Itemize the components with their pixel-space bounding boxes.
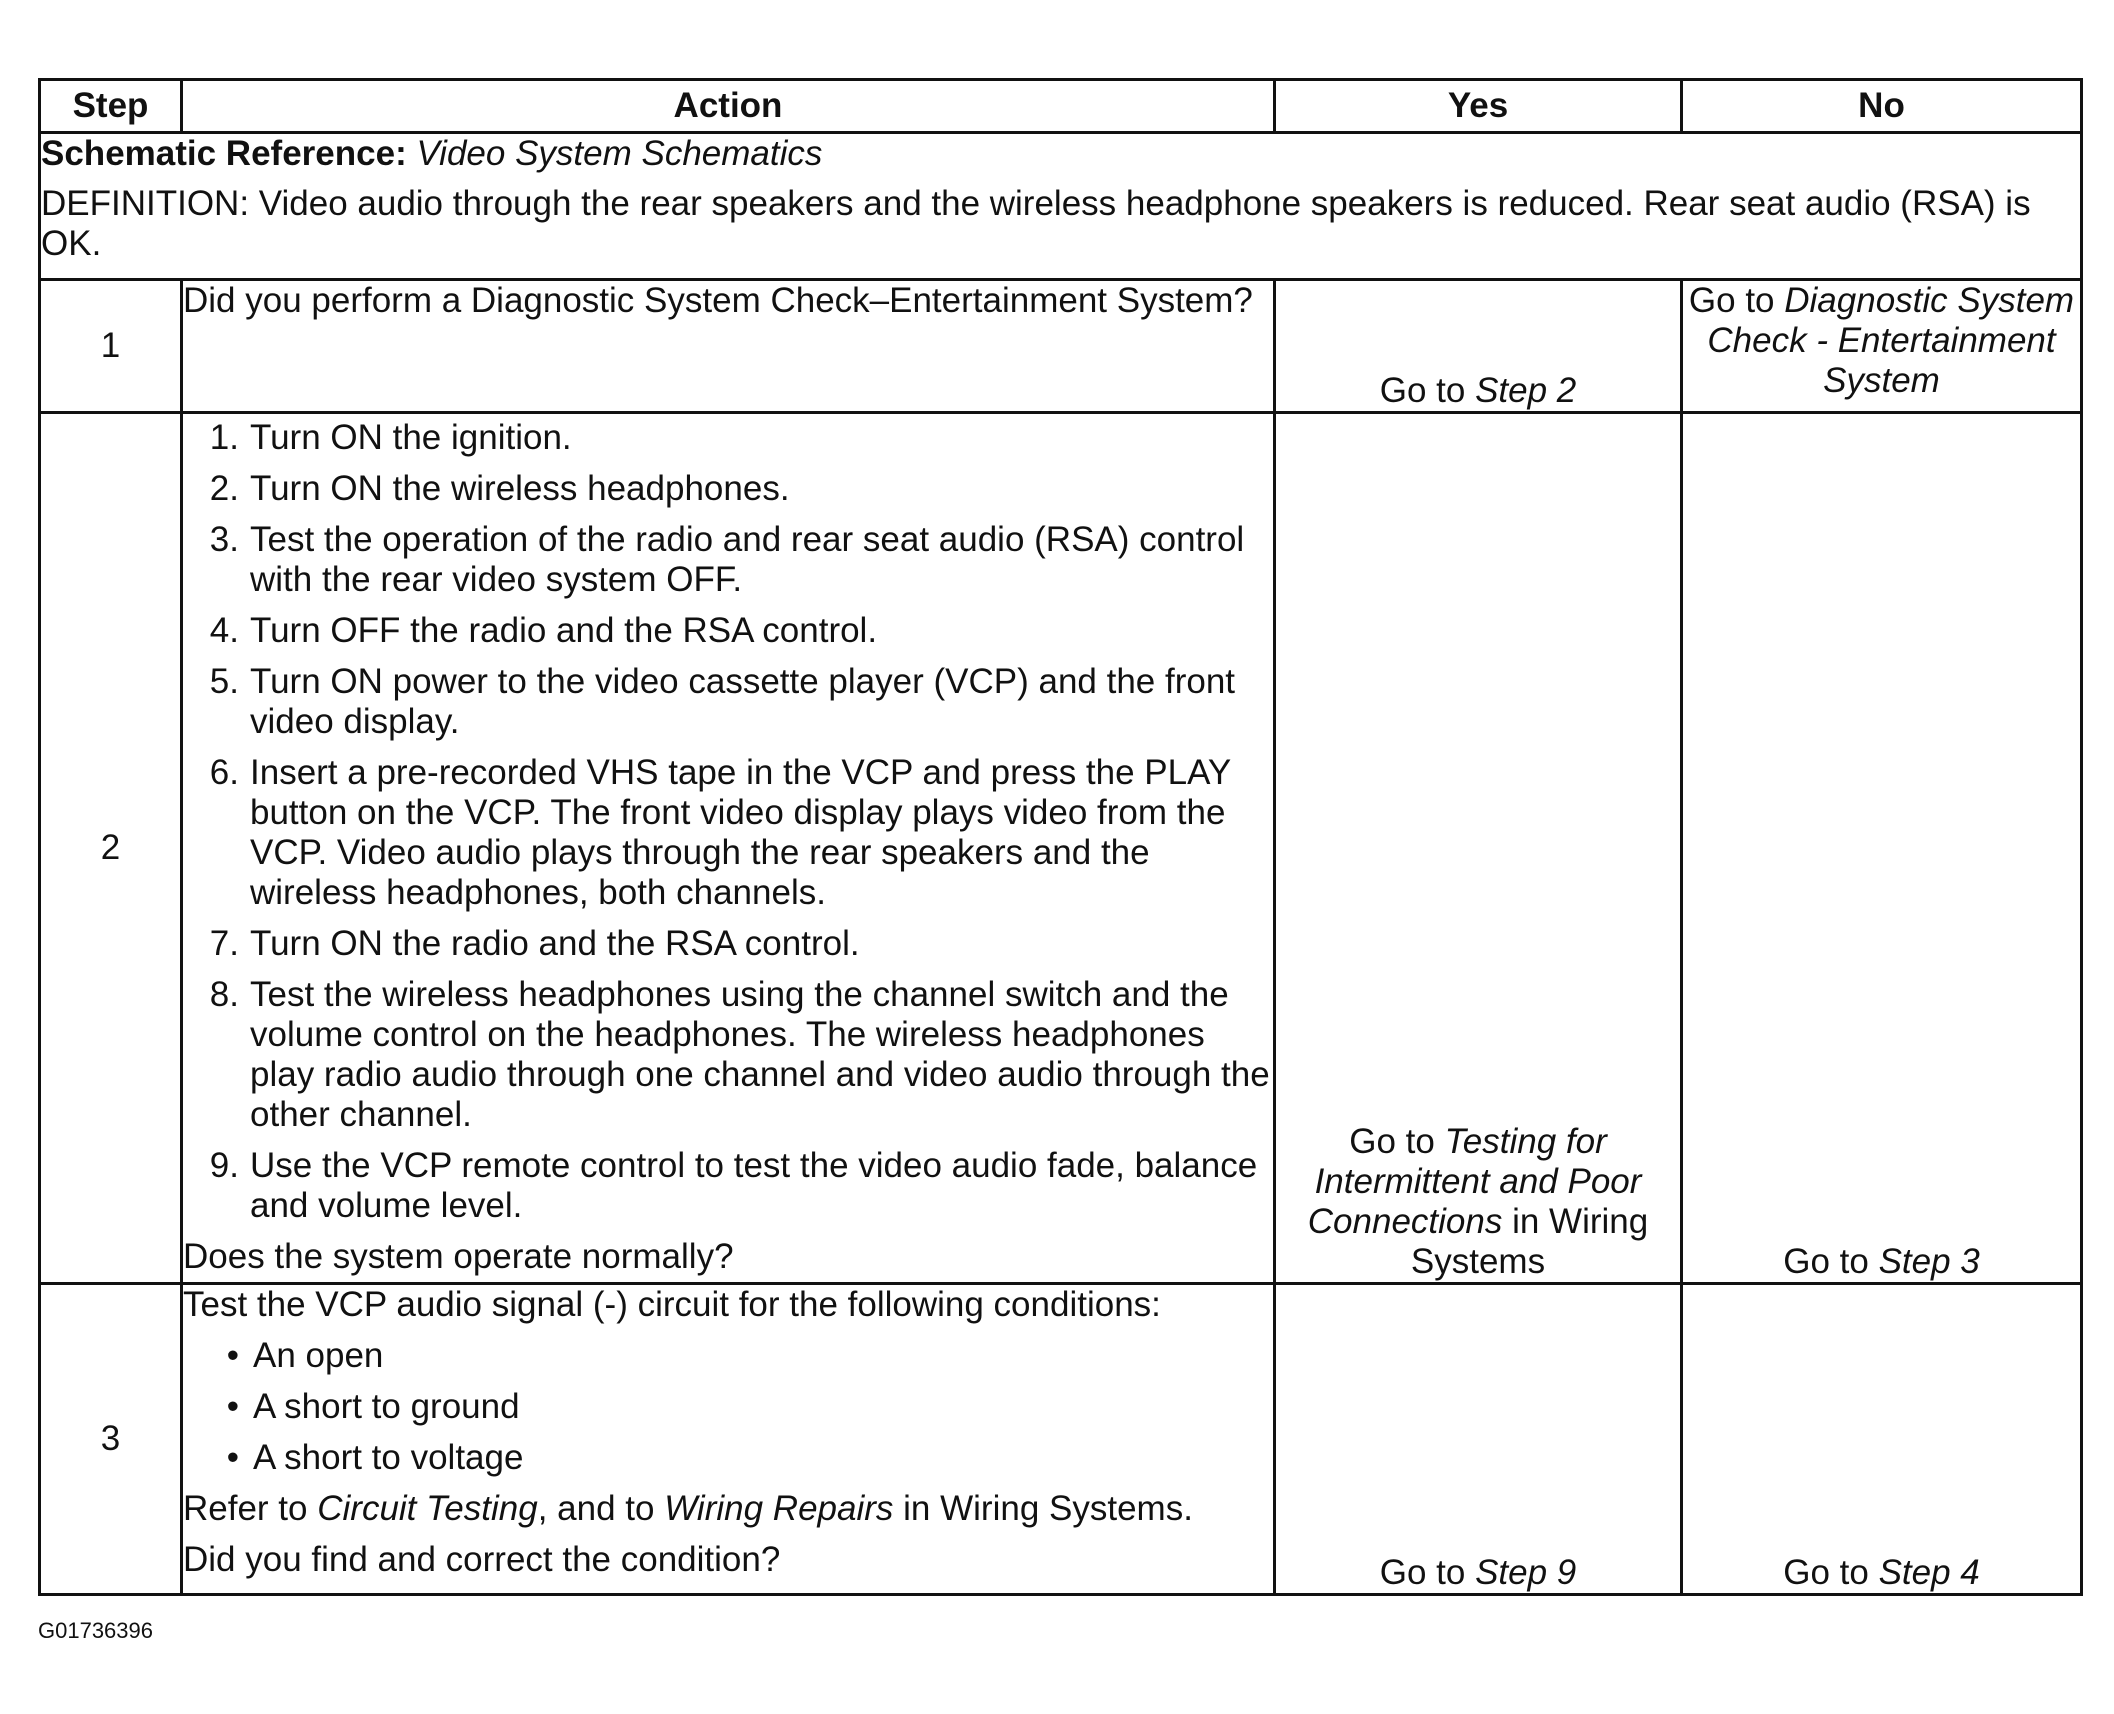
- wiring-repairs-link[interactable]: Wiring Repairs: [664, 1489, 894, 1528]
- no-prefix: Go to: [1688, 281, 1775, 320]
- step-row-3: [40, 1284, 2082, 1595]
- list-item: 5. Turn ON power to the video cassette player (VCP) and the front video display.: [209, 662, 1236, 741]
- refer-text: Refer to Circuit Testing, and to Wiring Repairs in Wiring Systems.: [183, 1489, 1193, 1528]
- list-item: 8. Test the wireless headphones using the channel switch and the volume control on the headphones. The wireless headphones play radio audio through one channel and video audio through the other channel.: [209, 975, 1270, 1134]
- list-item: 9. Use the VCP remote control to test the video audio fade, balance and volume level.: [209, 1146, 1258, 1225]
- header-action: Action: [182, 80, 1275, 133]
- schematic-reference-link[interactable]: Video System Schematics: [416, 134, 823, 173]
- step-number: 3: [40, 1284, 182, 1595]
- no-cell: [1682, 413, 2082, 1284]
- no-link[interactable]: Step 4: [1878, 1553, 1980, 1592]
- list-item: 3. Test the operation of the radio and rear seat audio (RSA) control with the rear video system OFF.: [209, 520, 1245, 599]
- yes-cell: [1275, 1284, 1682, 1595]
- diagnostic-table: [38, 78, 2083, 1596]
- yes-cell: [1275, 413, 1682, 1284]
- condition-list: [183, 1336, 1273, 1478]
- yes-link[interactable]: Step 9: [1475, 1553, 1577, 1592]
- step-row-1: [40, 280, 2082, 413]
- header-step: Step: [40, 80, 182, 133]
- no-cell: [1682, 1284, 2082, 1595]
- action-cell: [182, 280, 1275, 413]
- question-text: Did you find and correct the condition?: [183, 1540, 781, 1579]
- yes-prefix: Go to: [1379, 371, 1466, 410]
- question-text: Did you perform a Diagnostic System Check–Entertainment System?: [183, 281, 1253, 320]
- yes-prefix: Go to: [1349, 1122, 1435, 1161]
- yes-prefix: Go to: [1379, 1553, 1466, 1592]
- list-item: • An open: [226, 1336, 384, 1375]
- reference-row: [40, 133, 2082, 280]
- circuit-testing-link[interactable]: Circuit Testing: [317, 1489, 538, 1528]
- header-row: [40, 80, 2082, 133]
- yes-link[interactable]: Step 2: [1475, 371, 1577, 410]
- step-row-2: [40, 413, 2082, 1284]
- procedure-list: [183, 418, 1273, 1226]
- question-text: Does the system operate normally?: [183, 1237, 734, 1276]
- list-item: • A short to ground: [226, 1387, 520, 1426]
- no-link[interactable]: Diagnostic System Check - Entertainment System: [1707, 281, 2075, 400]
- document-id: G01736396: [38, 1618, 153, 1643]
- yes-link[interactable]: Testing for Intermittent and Poor Connections: [1307, 1122, 1642, 1241]
- reference-cell: [40, 133, 2082, 280]
- list-item: • A short to voltage: [226, 1438, 524, 1477]
- step-number: 2: [40, 413, 182, 1284]
- action-cell: [182, 413, 1275, 1284]
- no-prefix: Go to: [1783, 1242, 1869, 1281]
- header-no: No: [1682, 80, 2082, 133]
- intro-text: Test the VCP audio signal (-) circuit for the following conditions:: [183, 1285, 1161, 1324]
- list-item: 6. Insert a pre-recorded VHS tape in the VCP and press the PLAY button on the VCP. The front video display plays video from the VCP. Video audio plays through the rear speakers and the wireless headphones, both channels.: [209, 753, 1231, 912]
- definition-text: DEFINITION: Video audio through the rear speakers and the wireless headphone speakers is reduced. Rear seat audio (RSA) is OK.: [41, 184, 2031, 263]
- list-item: 4. Turn OFF the radio and the RSA control.: [209, 611, 878, 650]
- schematic-reference-label: Schematic Reference:: [41, 134, 407, 173]
- header-yes: Yes: [1275, 80, 1682, 133]
- no-link[interactable]: Step 3: [1878, 1242, 1980, 1281]
- yes-suffix: in Wiring Systems: [1410, 1202, 1649, 1281]
- no-prefix: Go to: [1783, 1553, 1869, 1592]
- schematic-reference: [41, 134, 2080, 174]
- yes-cell: [1275, 280, 1682, 413]
- step-number: 1: [40, 280, 182, 413]
- list-item: 2. Turn ON the wireless headphones.: [209, 469, 790, 508]
- no-cell: [1682, 280, 2082, 413]
- list-item: 1. Turn ON the ignition.: [209, 418, 572, 457]
- list-item: 7. Turn ON the radio and the RSA control.: [209, 924, 860, 963]
- action-cell: [182, 1284, 1275, 1595]
